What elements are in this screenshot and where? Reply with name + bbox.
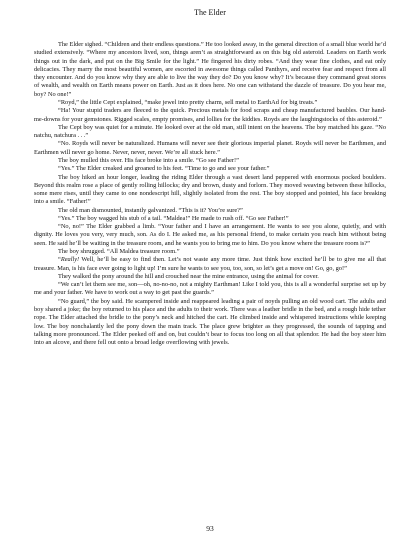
paragraph: The old man dismounted, instantly galvanized. “This is it? You’re sure?” (58, 206, 243, 214)
page-number: 93 (206, 524, 214, 533)
emphasized-word: Really! (60, 256, 80, 264)
paragraph-with-emphasis (34, 256, 386, 273)
body-text (34, 41, 386, 347)
running-head: The Elder (194, 8, 226, 17)
paragraph: “No, no!” The Elder grabbed a limb. “Your father and I have an arrangement. He wants to see you alone, quietly, and with dignity. He loves you very, very much, son. As do I. He asked me, as his personal friend, to make certain you reach him without being seen. He said he’ll be waiting in the treasure room, and he wants you to bring me to him. Do you know where the treasure room is?” (34, 223, 386, 247)
paragraph: The Cept boy was quiet for a minute. He looked over at the old man, still intent on the heavens. The boy matched his gaze. “No natchu, natchura . . .” (34, 123, 386, 140)
paragraph: “Ha! Your stupid traders are fleeced to the quick. Precious metals for food scraps and cheap manufactured baubles. Our hand-me-downs for your gemstones. Rigged scales, empty promises, and lollies for the kiddies. Royds are the laughingstocks of this asteroid.” (34, 107, 386, 123)
paragraph: “Yes.” The boy wagged his stub of a tail. “Maldea!” He made to rush off. “Go see Father!” (58, 214, 289, 222)
paragraph: The boy shrugged. “All Maldea treasure room.” (58, 248, 180, 256)
paragraph: The boy mulled this over. His face broke into a smile. “Go see Father!” (58, 156, 239, 164)
paragraph: “No. Royds will never be naturalized. Humans will never see their glorious imperial planet. Royds will never be Earthmen, and Earthmen will never go home. Never, never, never. We’re all stuck here.” (34, 140, 386, 156)
paragraph: “We can’t let them see me, son—oh, no-no-no, not a mighty Earthman! Like I told you, this is all a wonderful surprise set up by me and your father. We have to work out a way to get past the guards.” (34, 281, 386, 297)
paragraph: They walked the pony around the hill and crouched near the mine entrance, using the animal for cover. (58, 272, 319, 280)
paragraph: “Royd,” the little Cept explained, “make jewel into pretty charm, sell metal to EarthAd for big treats.” (58, 98, 318, 106)
paragraph: The Elder sighed. “Children and their endless questions.” He too looked away, in the general direction of a small blue world he’d studied extensively. “Where my ancestors lived, son, things aren’t as straightforward as on this big old asteroid. Leaders on Earth work things out in the dark, and put on the Big Smile for the light.” He fingered his dirty robes. “And they wear fine clothes, and eat only delicacies. They marry the most beautiful women, are escorted in awesome things called Panthyrs, and receive fear and respect from all they encounter. And do you know why they are able to live the way they do? Do you know why? It’s because they command great stores of wealth, and wealth on Earth means power on Earth. Just as it does here. No one can withstand the dazzle of treasure. Do you hear me, boy? No one!” (34, 41, 386, 98)
paragraph: The boy hiked an hour longer, leading the riding Elder through a vast desert land peppered with enormous pocked boulders. Beyond this realm rose a place of gently rolling hillocks; dry and brown, dusty and forlorn. They moved weaving between these hillocks, some mere rises, until they came to one nondescript hill, slightly isolated from the rest. The boy stopped and pointed, his face breaking into a smile. “Father!” (34, 173, 386, 206)
paragraph: “Yes.” The Elder creaked and groaned to his feet. “Time to go and see your father.” (58, 165, 270, 173)
open-quote: “ (58, 256, 61, 264)
paragraph: “No guard,” the boy said. He scampered inside and reappeared leading a pair of noyds pulling an old wood cart. The adults and boy shared a joke; the boy returned to his place and the adults to their work. There was a leather bridle in the bed, and a rough hide tether rope. The Elder attached the bridle to the pony’s neck and hitched the cart. He climbed inside and whispered instructions while keeping low. The boy nonchalantly led the pony down the main track. The place grew brighter as they progressed, the sounds of tapping and talking more pronounced. The Elder peeked off and on, but couldn’t bear to focus too long on all that splendor. He had the boy steer him into an alcove, and there fell out onto a broad ledge overflowing with jewels. (34, 297, 386, 347)
paragraph-rest: Well, he’ll be easy to find then. Let’s not waste any more time. Just think how excited he’ll be to give me all that treasure. Man, is his face ever going to light up! I’m sure he wants to see you, too, son, so let’s get a move on! Go, go, go!” (34, 256, 386, 272)
